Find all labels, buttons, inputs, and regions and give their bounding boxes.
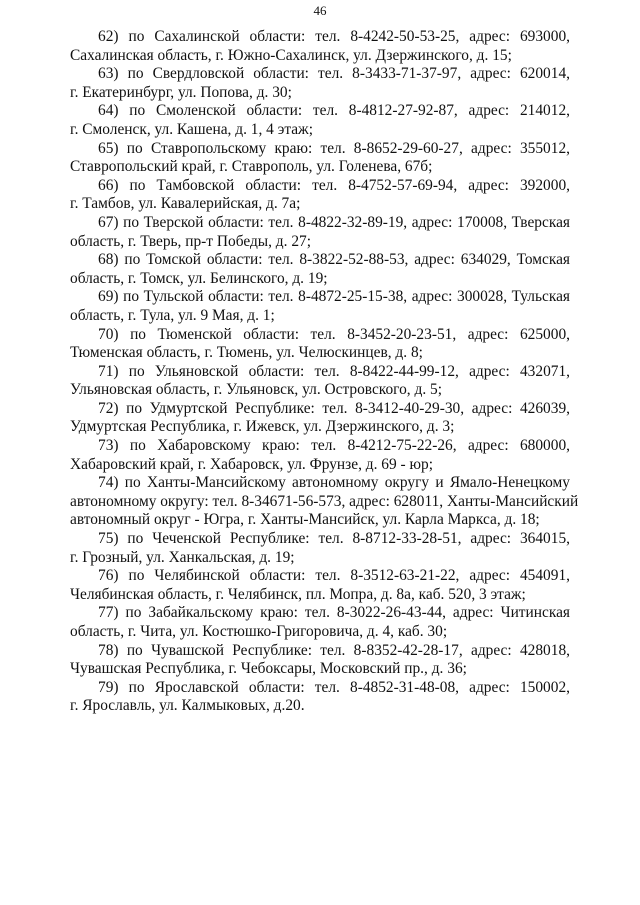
- contact-entry: [70, 567, 570, 604]
- contact-entry: [70, 326, 570, 363]
- contact-entry: [70, 642, 570, 679]
- contact-entry: [70, 474, 579, 530]
- contact-entry: [70, 288, 570, 325]
- contact-entry: [70, 400, 570, 437]
- entry-heading-line: 76) по Челябинской области: тел. 8-3512-63-21-22, адрес: 454091,: [98, 567, 570, 585]
- entry-address-line: Тюменская область, г. Тюмень, ул. Челюскинцев, д. 8;: [70, 344, 423, 362]
- contact-entry: [70, 214, 570, 251]
- entry-address-line: автономный округ - Югра, г. Ханты-Мансийск, ул. Карла Маркса, д. 18;: [70, 511, 540, 529]
- entry-address-line: Сахалинская область, г. Южно-Сахалинск, ул. Дзержинского, д. 15;: [70, 46, 512, 64]
- contact-entry: [70, 102, 570, 139]
- entry-address-line: автономному округу: тел. 8-34671-56-573, адрес: 628011, Ханты-Мансийский: [70, 492, 579, 510]
- contact-entry: [70, 65, 570, 102]
- entry-address-line: Хабаровский край, г. Хабаровск, ул. Фрунзе, д. 69 - юр;: [70, 455, 433, 473]
- contact-entry: [70, 679, 570, 716]
- entry-heading-line: 70) по Тюменской области: тел. 8-3452-20-23-51, адрес: 625000,: [98, 325, 570, 343]
- entry-heading-line: 67) по Тверской области: тел. 8-4822-32-89-19, адрес: 170008, Тверская: [98, 213, 570, 231]
- entry-address-line: Ставропольский край, г. Ставрополь, ул. Голенева, 67б;: [70, 158, 433, 176]
- entry-heading-line: 68) по Томской области: тел. 8-3822-52-88-53, адрес: 634029, Томская: [98, 251, 570, 269]
- entry-address-line: Удмуртская Республика, г. Ижевск, ул. Дзержинского, д. 3;: [70, 418, 455, 436]
- entry-address-line: область, г. Тверь, пр-т Победы, д. 27;: [70, 232, 312, 250]
- entry-address-line: г. Екатеринбург, ул. Попова, д. 30;: [70, 83, 292, 101]
- entry-heading-line: 74) по Ханты-Мансийскому автономному округу и Ямало-Ненецкому: [98, 474, 570, 492]
- entry-heading-line: 66) по Тамбовской области: тел. 8-4752-57-69-94, адрес: 392000,: [98, 176, 570, 194]
- contact-entry: [70, 140, 570, 177]
- entry-address-line: область, г. Томск, ул. Белинского, д. 19;: [70, 269, 328, 287]
- contact-entry: [70, 437, 570, 474]
- contact-entry: [70, 251, 570, 288]
- contact-entry: [70, 604, 570, 641]
- entry-heading-line: 71) по Ульяновской области: тел. 8-8422-44-99-12, адрес: 432071,: [98, 362, 570, 380]
- entry-address-line: область, г. Чита, ул. Костюшко-Григоровича, д. 4, каб. 30;: [70, 623, 448, 640]
- entry-heading-line: 79) по Ярославской области: тел. 8-4852-31-48-08, адрес: 150002,: [98, 678, 570, 696]
- entry-heading-line: 65) по Ставропольскому краю: тел. 8-8652-29-60-27, адрес: 355012,: [98, 139, 570, 157]
- entry-heading-line: 73) по Хабаровскому краю: тел. 8-4212-75-22-26, адрес: 680000,: [98, 437, 570, 455]
- entry-heading-line: 77) по Забайкальскому краю: тел. 8-3022-26-43-44, адрес: Читинская: [98, 604, 570, 622]
- entry-address-line: Ульяновская область, г. Ульяновск, ул. Островского, д. 5;: [70, 381, 442, 399]
- entry-heading-line: 69) по Тульской области: тел. 8-4872-25-15-38, адрес: 300028, Тульская: [98, 288, 570, 306]
- entry-address-line: г. Смоленск, ул. Кашена, д. 1, 4 этаж;: [70, 120, 313, 138]
- entry-address-line: Челябинская область, г. Челябинск, пл. Мопра, д. 8а, каб. 520, 3 этаж;: [70, 585, 526, 603]
- entry-address-line: Чувашская Республика, г. Чебоксары, Московский пр., д. 36;: [70, 660, 467, 678]
- entry-heading-line: 78) по Чувашской Республике: тел. 8-8352-42-28-17, адрес: 428018,: [98, 641, 570, 659]
- entry-address-line: г. Тамбов, ул. Кавалерийская, д. 7а;: [70, 195, 301, 213]
- page-number: 46: [313, 3, 327, 18]
- entry-address-line: г. Грозный, ул. Ханкальская, д. 19;: [70, 548, 295, 566]
- contact-list: [70, 28, 579, 716]
- entry-address-line: г. Ярославль, ул. Калмыковых, д.20.: [70, 697, 305, 715]
- entry-heading-line: 64) по Смоленской области: тел. 8-4812-27-92-87, адрес: 214012,: [98, 102, 570, 120]
- contact-entry: [70, 363, 570, 400]
- entry-address-line: область, г. Тула, ул. 9 Мая, д. 1;: [70, 306, 275, 324]
- entry-heading-line: 62) по Сахалинской области: тел. 8-4242-50-53-25, адрес: 693000,: [98, 28, 570, 45]
- contact-entry: [70, 530, 570, 567]
- contact-entry: [70, 28, 570, 65]
- entry-heading-line: 75) по Чеченской Республике: тел. 8-8712-33-28-51, адрес: 364015,: [98, 530, 570, 548]
- entry-heading-line: 63) по Свердловской области: тел. 8-3433-71-37-97, адрес: 620014,: [98, 65, 570, 83]
- entry-heading-line: 72) по Удмуртской Республике: тел. 8-3412-40-29-30, адрес: 426039,: [98, 399, 570, 417]
- contact-entry: [70, 177, 570, 214]
